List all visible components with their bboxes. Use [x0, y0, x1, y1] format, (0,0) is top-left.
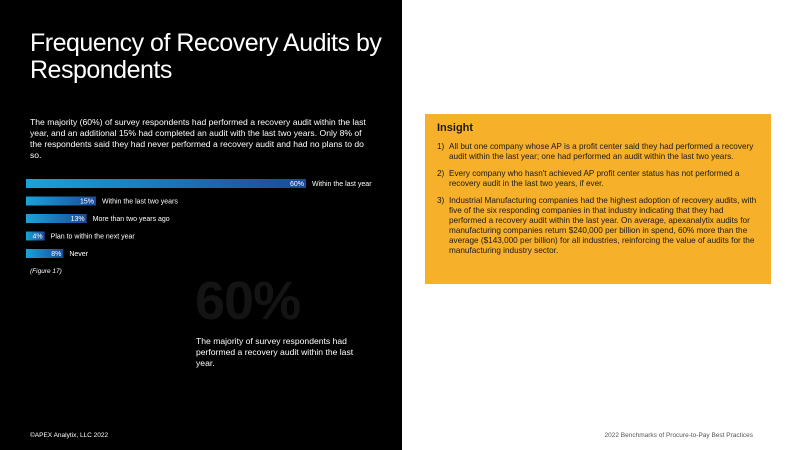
page-title: Frequency of Recovery Audits by Respondents: [30, 29, 382, 84]
footer-title: 2022 Benchmarks of Procure-to-Pay Best Practices: [604, 432, 753, 439]
insight-item: [437, 169, 759, 189]
bar-value-label: 4%: [32, 233, 43, 241]
insight-item: [437, 196, 759, 256]
stat-text: The majority of survey respondents had performed a recovery audit within the last year.: [196, 336, 354, 368]
insight-item-text: All but one company whose AP is a profit center said they had performed a recovery audit within the last year; one had performed an audit within the last two years.: [449, 142, 754, 161]
bar-category-label: Within the last year: [312, 181, 372, 189]
insight-item-number: 2): [437, 169, 445, 178]
bar: [26, 179, 306, 188]
insight-item-text: Industrial Manufacturing companies had the highest adoption of recovery audits, with five of the six responding companies in that industry indicating that they had performed a recovery audit within the last year. On average, apexanalytix audits for manufacturing companies return $240,000 per billion in spend, 60% more than the average ($143,000 per billion) for all industries, reinforcing the value of audits for the manufacturing industry sector.: [449, 196, 757, 255]
bar-category-label: Plan to within the next year: [50, 233, 135, 241]
insight-list: [437, 142, 759, 256]
insight-box: [425, 114, 771, 284]
bar-category-label: More than two years ago: [92, 216, 170, 224]
insight-title: Insight: [437, 122, 474, 134]
bar-value-label: 8%: [51, 251, 62, 259]
summary-text: The majority (60%) of survey respondents had performed a recovery audit within the last year, and an additional 15% had completed an audit with the last two years. Only 8% of the respondents said they had never performed a recovery audit and had no plans to do so.: [30, 117, 366, 160]
insight-item-number: 3): [437, 196, 445, 205]
figure-note: (Figure 17): [30, 268, 62, 275]
copyright: ©APEX Analytix, LLC 2022: [30, 432, 109, 439]
insight-item: [437, 142, 759, 162]
bar-category-label: Never: [69, 251, 89, 259]
insight-item-number: 1): [437, 142, 445, 151]
bar-value-label: 13%: [70, 216, 85, 224]
bar-category-label: Within the last two years: [102, 198, 178, 206]
bar-value-label: 15%: [79, 198, 94, 206]
bar-chart: [26, 176, 396, 262]
insight-item-text: Every company who hasn't achieved AP profit center status has not performed a recovery audit in the last two years, if ever.: [449, 169, 740, 188]
bar-value-label: 60%: [289, 181, 304, 189]
big-stat: 60%: [195, 271, 301, 331]
